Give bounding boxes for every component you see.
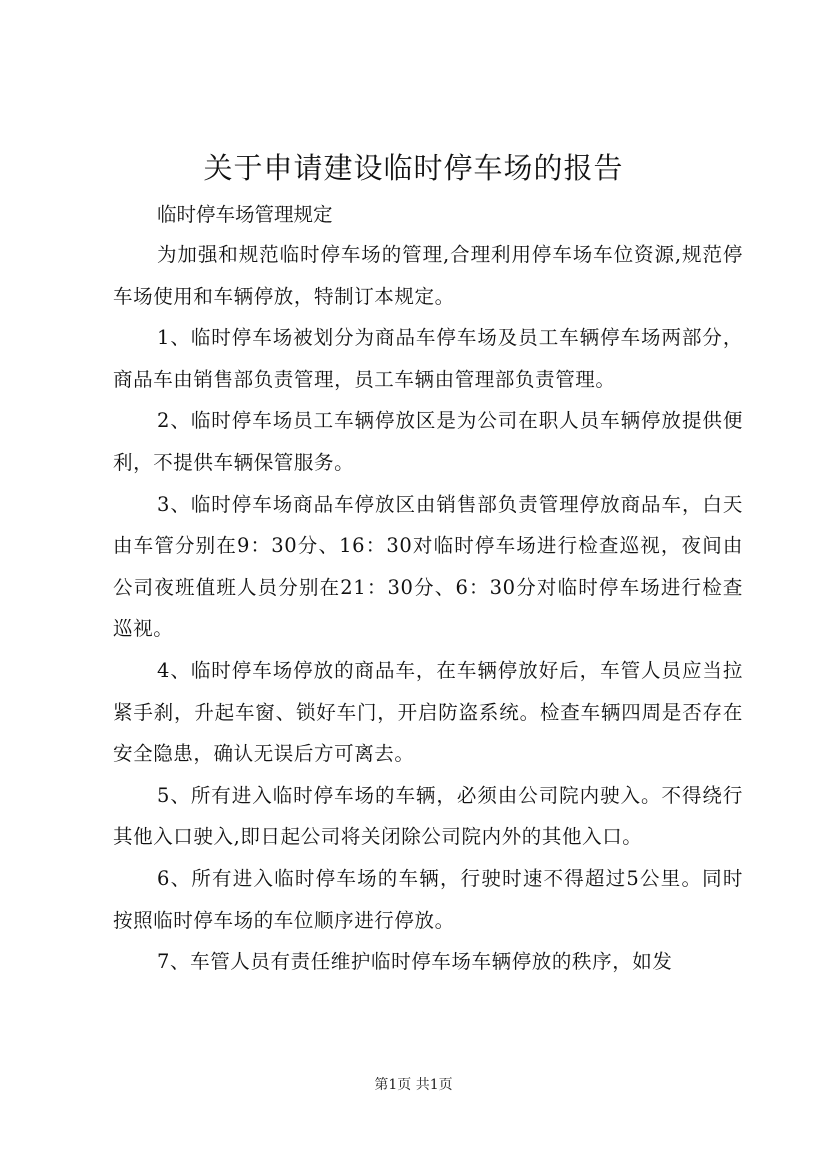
paragraph-intro: 为加强和规范临时停车场的管理,合理利用停车场车位资源,规范停车场使用和车辆停放，特制订本规定。 [113,243,743,308]
paragraph-rule-4: 4、临时停车场停放的商品车，在车辆停放好后，车管人员应当拉紧手刹，升起车窗、锁好车门，开启防盗系统。检查车辆四周是否存在安全隐患，确认无误后方可离去。 [113,658,743,766]
paragraph-rule-3: 3、临时停车场商品车停放区由销售部负责管理停放商品车，白天由车管分别在9：30分、16：30对临时停车场进行检查巡视，夜间由公司夜班值班人员分别在21：30分、6：30分对临时停车场进行检查巡视。 [113,492,743,641]
page-footer: 第1页 共1页 [374,1077,453,1093]
paragraph-rule-2: 2、临时停车场员工车辆停放区是为公司在职人员车辆停放提供便利，不提供车辆保管服务。 [113,409,743,474]
section-subheading: 临时停车场管理规定 [157,203,333,226]
document-body [113,234,743,983]
paragraph-rule-5: 5、所有进入临时停车场的车辆，必须由公司院内驶入。不得绕行其他入口驶入,即日起公司将关闭除公司院内外的其他入口。 [113,783,743,849]
paragraph-rule-6: 6、所有进入临时停车场的车辆，行驶时速不得超过5公里。同时按照临时停车场的车位顺序进行停放。 [113,866,743,932]
paragraph-rule-7: 7、车管人员有责任维护临时停车场车辆停放的秩序，如发 [157,950,673,974]
document-title: 关于申请建设临时停车场的报告 [203,151,624,185]
paragraph-rule-1: 1、临时停车场被划分为商品车停车场及员工车辆停车场两部分，商品车由销售部负责管理，员工车辆由管理部负责管理。 [113,326,743,391]
